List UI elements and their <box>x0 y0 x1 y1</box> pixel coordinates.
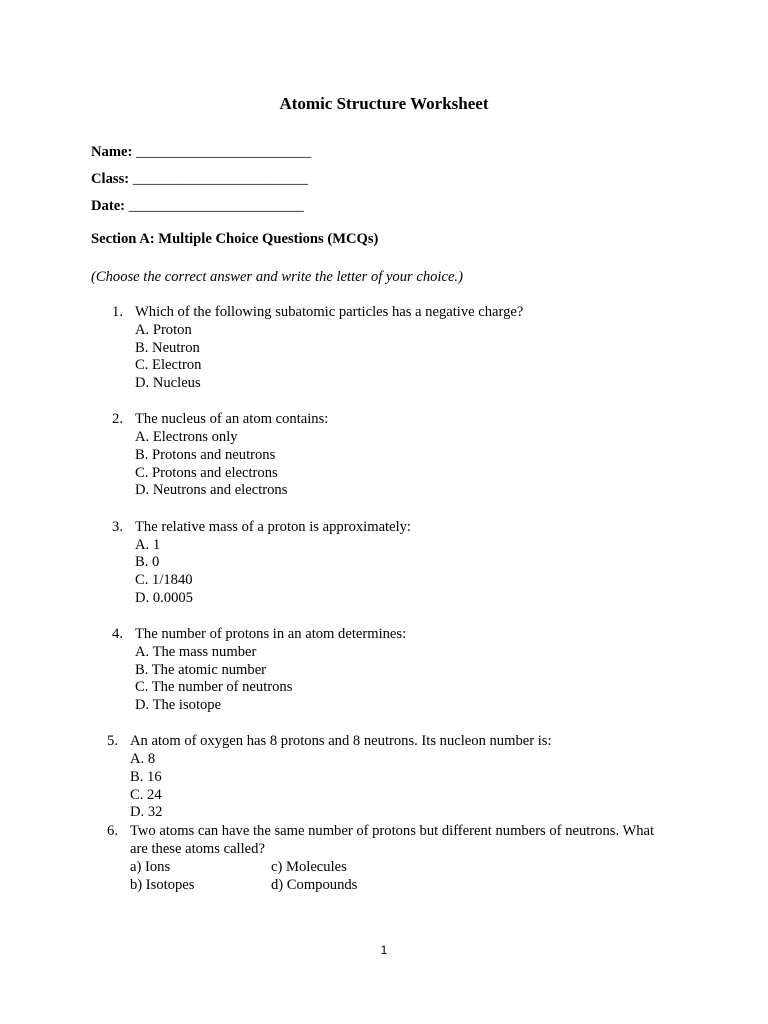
section-a-heading: Section A: Multiple Choice Questions (MCQs) <box>91 231 379 247</box>
question-text-line-2: are these atoms called? <box>130 841 265 857</box>
question-number: 4. <box>112 626 123 642</box>
option-c: C. The number of neutrons <box>135 679 293 695</box>
option-a: A. 8 <box>130 751 156 767</box>
question-text: An atom of oxygen has 8 protons and 8 neutrons. Its nucleon number is: <box>130 733 552 749</box>
option-c: C. 24 <box>130 787 162 803</box>
question-number: 6. <box>107 823 118 839</box>
date-label: Date: <box>91 198 126 214</box>
option-d: D. Nucleus <box>135 375 201 391</box>
option-a: A. 1 <box>135 537 161 553</box>
question-number: 3. <box>112 519 123 535</box>
option-a: A. Proton <box>135 322 192 338</box>
option-c: C. Protons and electrons <box>135 465 278 481</box>
date-field <box>91 196 304 216</box>
option-b: B. Neutron <box>135 340 200 356</box>
option-c: c) Molecules <box>271 859 347 875</box>
question-text-line-1: Two atoms can have the same number of protons but different numbers of neutrons. What <box>130 823 655 839</box>
option-d: D. 0.0005 <box>135 590 193 606</box>
option-c: C. 1/1840 <box>135 572 193 588</box>
option-a: A. The mass number <box>135 644 257 660</box>
option-b: B. 16 <box>130 769 162 785</box>
section-a-instructions: (Choose the correct answer and write the letter of your choice.) <box>91 269 463 285</box>
option-d: D. The isotope <box>135 697 222 713</box>
class-blank: ________________________ <box>132 171 308 187</box>
class-field <box>91 169 308 189</box>
class-label: Class: <box>91 171 130 187</box>
page-number: 1 <box>380 943 388 957</box>
option-b: B. The atomic number <box>135 662 267 678</box>
option-c: C. Electron <box>135 357 202 373</box>
option-a: A. Electrons only <box>135 429 238 445</box>
option-b: B. 0 <box>135 554 160 570</box>
option-d: d) Compounds <box>271 877 358 893</box>
option-b: b) Isotopes <box>130 877 195 893</box>
option-d: D. 32 <box>130 804 163 820</box>
question-text: The relative mass of a proton is approximately: <box>135 519 411 535</box>
option-a: a) Ions <box>130 859 171 875</box>
worksheet-title: Atomic Structure Worksheet <box>279 94 489 113</box>
question-number: 5. <box>107 733 118 749</box>
option-b: B. Protons and neutrons <box>135 447 276 463</box>
name-blank: ________________________ <box>136 144 312 160</box>
question-text: Which of the following subatomic particles has a negative charge? <box>135 304 524 320</box>
date-blank: ________________________ <box>128 198 304 214</box>
option-d: D. Neutrons and electrons <box>135 482 288 498</box>
name-field <box>91 142 311 162</box>
question-text: The nucleus of an atom contains: <box>135 411 329 427</box>
name-label: Name: <box>91 144 133 160</box>
question-text: The number of protons in an atom determines: <box>135 626 407 642</box>
question-number: 2. <box>112 411 123 427</box>
question-number: 1. <box>112 304 123 320</box>
